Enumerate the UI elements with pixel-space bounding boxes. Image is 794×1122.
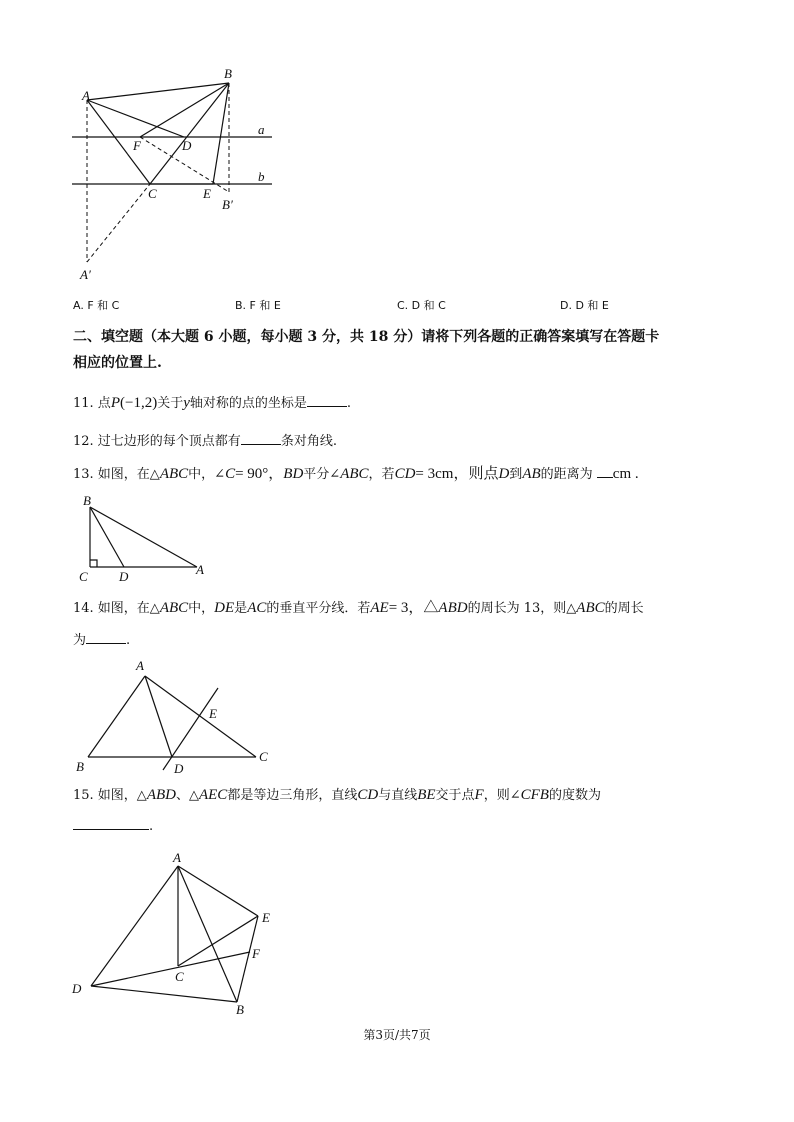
label-a: a (258, 122, 265, 137)
option-c: C. D 和 C (397, 299, 446, 312)
option-a: A. F 和 C (73, 299, 120, 312)
label-F: F (133, 138, 141, 153)
label-B: B (76, 759, 84, 774)
answer-blank-12[interactable] (241, 432, 281, 445)
label-A: A (196, 562, 204, 577)
label-B: B (224, 66, 232, 81)
question-15: 15. 如图，△ABD、△AEC都是等边三角形，直线CD与直线BE交于点F，则∠CFB的度数为 (73, 787, 601, 803)
question-11: 11. 点P(−1,2)关于y轴对称的点的坐标是 . (73, 395, 352, 411)
label-C: C (259, 749, 268, 764)
page-footer: 第3页/共7页 (363, 1028, 431, 1042)
label-E: E (209, 706, 217, 721)
label-E: E (203, 186, 211, 201)
figure-q14 (70, 655, 280, 780)
answer-blank-14[interactable] (86, 631, 126, 644)
label-b: b (258, 169, 265, 184)
label-D: D (72, 981, 82, 996)
option-b: B. F 和 E (235, 299, 281, 312)
label-C: C (148, 186, 157, 201)
label-D: D (119, 569, 129, 584)
figure-q15 (65, 845, 285, 1020)
answer-blank-11[interactable] (307, 394, 347, 407)
question-14: 14. 如图，在△ABC中，DE是AC的垂直平分线．若AE= 3，△ABD的周长为 13，则△ABC的周长 (73, 600, 644, 616)
section-heading-line1: 二、填空题（本大题 6 小题，每小题 3 分，共 18 分）请将下列各题的正确答案填写在答题卡 (73, 329, 660, 345)
question-14-line2: 为 . (73, 633, 131, 648)
label-C: C (79, 569, 88, 584)
section-heading-line2: 相应的位置上. (73, 355, 162, 371)
answer-blank-15[interactable] (73, 817, 149, 830)
question-13: 13. 如图，在△ABC中，∠C= 90°，BD平分∠ABC，若CD= 3cm，则点D到AB的距离为 cm . (73, 466, 639, 482)
label-C: C (175, 969, 184, 984)
answer-blank-13[interactable] (597, 465, 613, 478)
question-12: 12. 过七边形的每个顶点都有 条对角线. (73, 434, 337, 449)
label-E: E (262, 910, 270, 925)
label-Bprime: B′ (222, 197, 233, 212)
label-D: D (174, 761, 184, 776)
label-B: B (236, 1002, 244, 1017)
label-D: D (182, 138, 192, 153)
label-F: F (252, 946, 260, 961)
section-heading (73, 324, 733, 376)
option-d: D. D 和 E (560, 299, 609, 312)
figure-q10 (60, 60, 290, 290)
figure-q13 (75, 490, 215, 585)
label-A: A (82, 88, 90, 103)
label-B: B (83, 493, 91, 508)
label-A: A (173, 850, 181, 865)
label-Aprime: A′ (80, 267, 91, 282)
label-A: A (136, 658, 144, 673)
question-15-line2: . (73, 817, 153, 836)
